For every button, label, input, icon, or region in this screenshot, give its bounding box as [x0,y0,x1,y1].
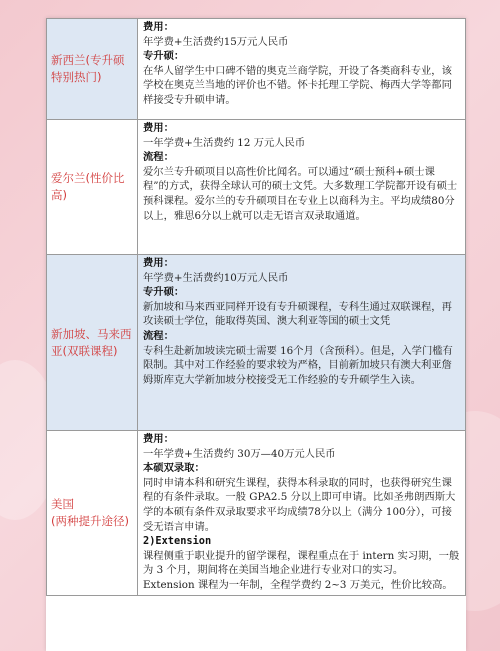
country-cell [47,19,138,120]
fee-text: 一年学费+生活费约 30万—40万元人民币 [143,447,336,460]
country-label: 新加坡、马来西亚(双联课程) [51,326,132,358]
info-cell [138,19,466,120]
section2-text: 专科生赴新加坡读完硕士需要 16个月（含预科）。但是，入学门槛有限制。其中对工作经验的要求较为严格，目前新加坡只有澳大利亚詹姆斯库克大学新加坡分校接受无工作经验的专升硕学生入读。 [143,344,453,386]
section-text: 在华人留学生中口碑不错的奥克兰商学院，开设了各类商科专业，该学校在奥克兰当地的评价也不错。怀卡托理工学院、梅西大学等都同样接受专升硕申请。 [143,64,452,106]
section2-text: 课程侧重于职业提升的留学课程，课程重点在于 intern 实习期，一般为 3 个月，期间将在美国当地企业进行专业对口的实习。 [143,549,460,577]
study-abroad-table [46,18,466,596]
info-cell [138,120,466,255]
country-cell [47,255,138,431]
country-label: 爱尔兰(性价比高) [51,171,125,202]
fee-text: 年学费+生活费约10万元人民币 [143,271,289,284]
info-cell [138,431,466,596]
fee-text: 年学费+生活费约15万元人民币 [143,35,289,48]
table-row-ireland [47,120,466,255]
section2-label: 流程： [143,329,174,342]
section-label: 本硕双录取： [143,462,205,475]
country-label: 新西兰(专升硕特别热门) [51,53,125,84]
section3-text: Extension 课程为一年制，全程学费约 2~3 万美元，性价比较高。 [143,578,453,591]
fee-label: 费用： [143,257,174,269]
table-row-usa [47,431,466,596]
country-sublabel: (两种提升途径) [51,513,129,528]
fee-label: 费用： [143,433,174,445]
table-row-singapore-malaysia [47,255,466,431]
table-row-new-zealand [47,19,466,120]
fee-label: 费用： [143,21,174,33]
country-cell [47,120,138,255]
fee-label: 费用： [143,122,174,134]
section-text: 同时申请本科和研究生课程，获得本科录取的同时，也获得研究生课程的有条件录取。一般 GPA2.5 分以上即可申请。比如圣弗朗西斯大学的本硕有条件双录取要求平均成绩78分以上（满分 100分），可接受无语言申请。 [143,476,456,533]
section-text: 新加坡和马来西亚同样开设有专升硕课程，专科生通过双联课程，再攻读硕士学位，能取得英国、澳大利亚等国的硕士文凭 [143,300,452,328]
section-label: 专升硕： [143,50,185,63]
document-sheet [46,18,466,651]
section-label: 专升硕： [143,286,185,299]
country-label: 美国 [51,496,74,511]
section-label: 流程： [143,151,174,164]
country-cell [47,431,138,596]
info-cell [138,255,466,431]
section2-label: 2)Extension [143,535,212,548]
section-text: 爱尔兰专升硕项目以高性价比闻名。可以通过“硕士预科+硕士课程”的方式，获得全球认可的硕士文凭。大多数理工学院都开设有硕士预科课程。爱尔兰的专升硕项目在专业上以商科为主。平均成绩80分以上，雅思6分以上就可以走无语言双录取通道。 [143,165,458,222]
fee-text: 一年学费+生活费约 12 万元人民币 [143,136,306,149]
